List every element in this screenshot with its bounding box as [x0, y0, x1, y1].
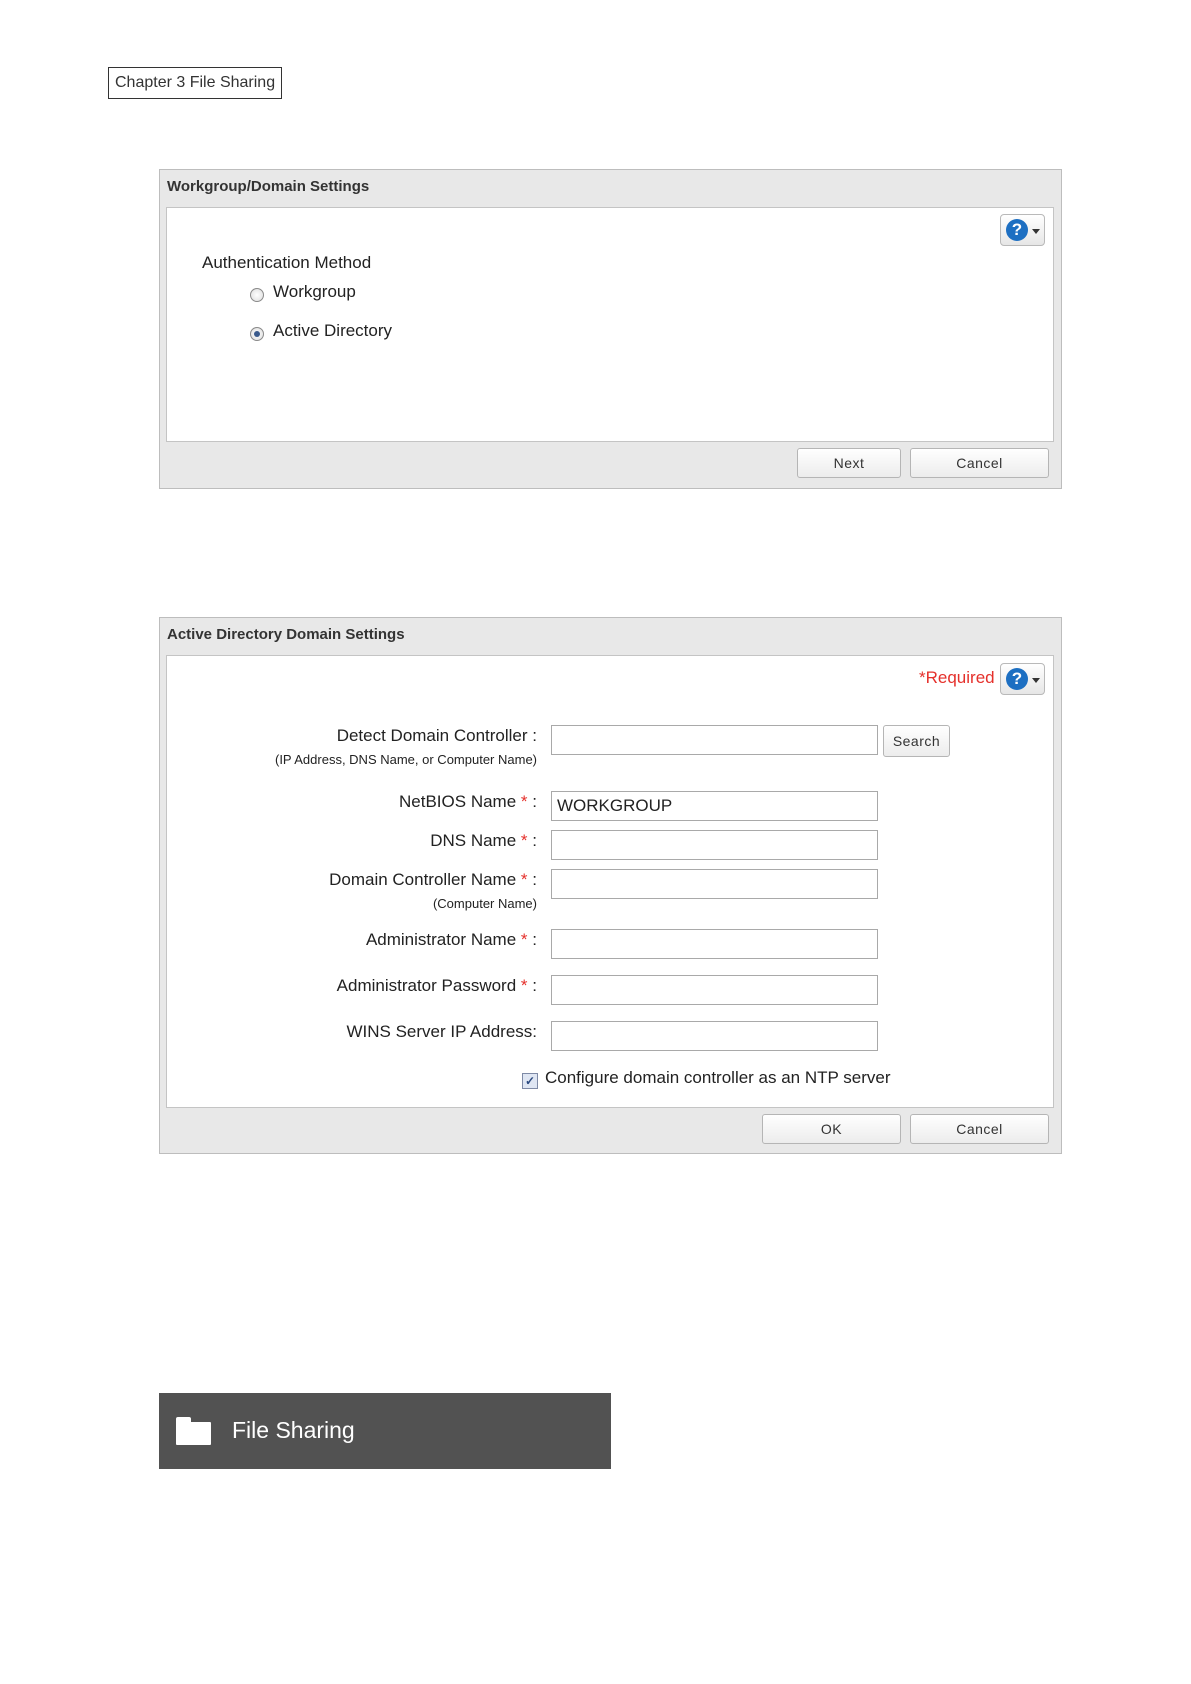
- required-note: *Required: [919, 668, 995, 687]
- radio-workgroup-label[interactable]: Workgroup: [273, 282, 356, 301]
- chapter-header: Chapter 3 File Sharing: [108, 67, 282, 99]
- radio-workgroup[interactable]: [250, 288, 264, 302]
- netbios-label: NetBIOS Name * :: [399, 792, 537, 811]
- dialog-title: Active Directory Domain Settings: [167, 626, 405, 643]
- dialog-title: Workgroup/Domain Settings: [167, 178, 370, 195]
- question-icon: ?: [1006, 219, 1028, 241]
- help-button[interactable]: [1000, 663, 1045, 695]
- next-button[interactable]: Next: [797, 448, 901, 478]
- radio-active-directory[interactable]: [250, 327, 264, 341]
- folder-icon: [176, 1417, 211, 1445]
- question-icon: ?: [1006, 668, 1028, 690]
- admin-password-label: Administrator Password * :: [336, 976, 537, 995]
- dns-name-label: DNS Name * :: [430, 831, 537, 850]
- detect-dc-input[interactable]: [551, 725, 878, 755]
- dns-name-input[interactable]: [551, 830, 878, 860]
- dc-name-label: Domain Controller Name * :: [329, 870, 537, 889]
- radio-active-directory-label[interactable]: Active Directory: [273, 321, 393, 340]
- search-button[interactable]: Search: [883, 725, 950, 757]
- detect-dc-sublabel: (IP Address, DNS Name, or Computer Name): [274, 752, 537, 767]
- admin-name-label: Administrator Name * :: [365, 930, 537, 949]
- chevron-down-icon: [1032, 229, 1040, 234]
- wins-input[interactable]: [551, 1021, 878, 1051]
- auth-method-label: Authentication Method: [202, 253, 372, 272]
- help-button[interactable]: [1000, 214, 1045, 246]
- dialog-body: [166, 655, 1054, 1108]
- admin-password-input[interactable]: [551, 975, 878, 1005]
- cancel-button[interactable]: Cancel: [910, 1114, 1049, 1144]
- dc-name-sublabel: (Computer Name): [432, 896, 537, 911]
- ok-button[interactable]: OK: [762, 1114, 901, 1144]
- dialog-body: [166, 207, 1054, 442]
- dc-name-input[interactable]: [551, 869, 878, 899]
- admin-name-input[interactable]: [551, 929, 878, 959]
- file-sharing-bar[interactable]: [159, 1393, 611, 1469]
- file-sharing-label: File Sharing: [232, 1417, 355, 1443]
- detect-dc-label: Detect Domain Controller :: [336, 726, 537, 745]
- cancel-button[interactable]: Cancel: [910, 448, 1049, 478]
- ntp-checkbox[interactable]: ✓: [522, 1073, 538, 1089]
- chevron-down-icon: [1032, 678, 1040, 683]
- netbios-input[interactable]: [551, 791, 878, 821]
- ntp-checkbox-label[interactable]: Configure domain controller as an NTP server: [545, 1068, 891, 1087]
- active-directory-dialog: [159, 617, 1062, 1154]
- workgroup-domain-dialog: [159, 169, 1062, 489]
- wins-label: WINS Server IP Address:: [346, 1022, 537, 1041]
